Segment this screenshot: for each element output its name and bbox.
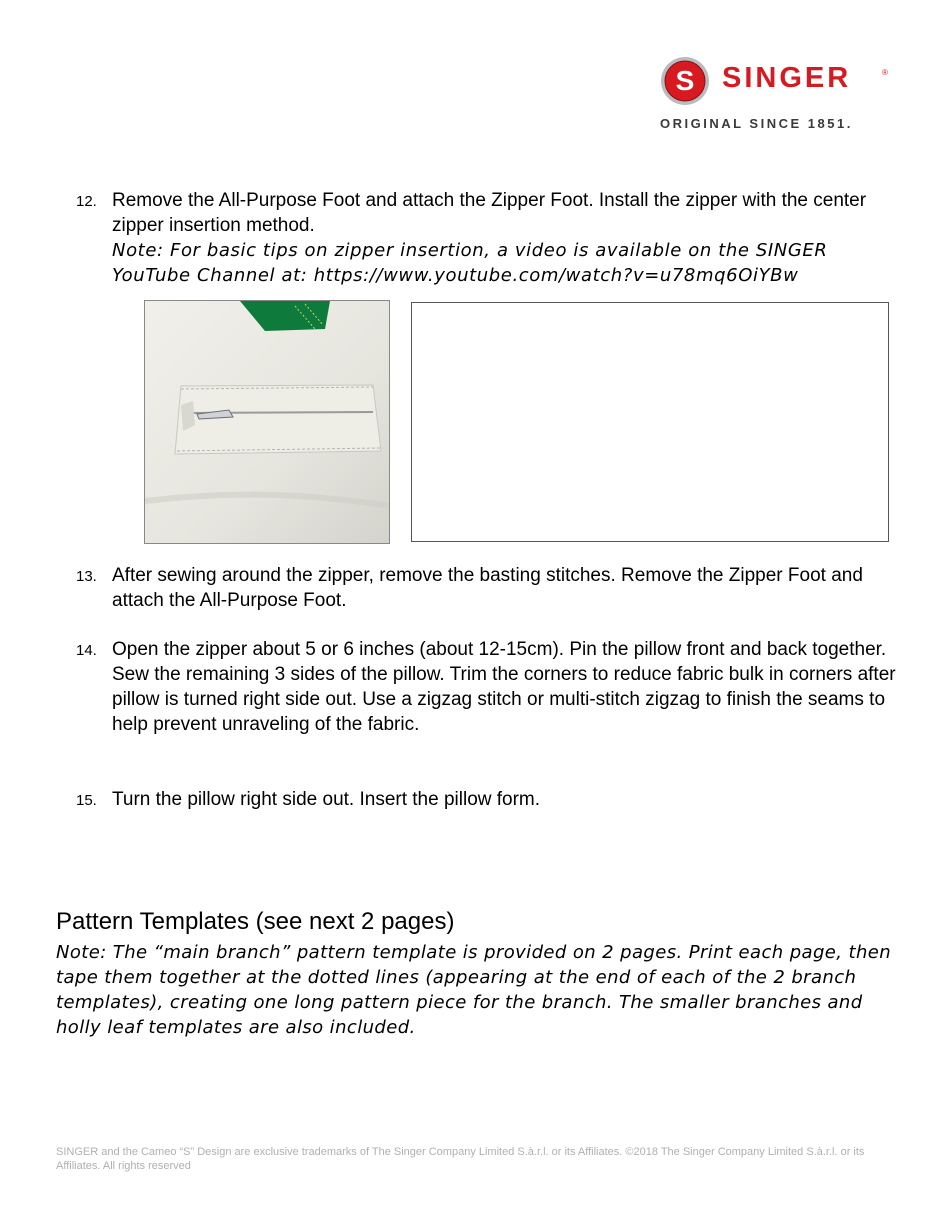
logo-tagline: ORIGINAL SINCE 1851. (660, 116, 853, 131)
logo-badge-letter: S (675, 65, 695, 96)
step-text: Turn the pillow right side out. Insert the pillow form. (112, 789, 541, 810)
logo-wordmark: SINGER (722, 62, 852, 94)
step-text: Remove the All-Purpose Foot and attach the Zipper Foot. Install the zipper with the center zipper insertion method. (112, 190, 867, 236)
zipper-photo-illustration (145, 301, 389, 543)
blank-image-placeholder (411, 302, 889, 542)
logo-registered-mark: ® (882, 68, 888, 77)
step-note: Note: For basic tips on zipper insertion, a video is available on the SINGER YouTube Channel at: https://www.youtube.com/watch?v=u78mq6OiYBw (112, 240, 828, 286)
step-text: After sewing around the zipper, remove the basting stitches. Remove the Zipper Foot and attach the All-Purpose Foot. (112, 565, 863, 611)
step-15 (76, 787, 896, 812)
step-number: 15. (76, 792, 97, 809)
section-note: Note: The “main branch” pattern template is provided on 2 pages. Print each page, then tape them together at the dotted lines (appearing at the end of each of the 2 branch templates), creating one long pattern piece for the branch. The smaller branches and holly leaf templates are also included. (56, 942, 892, 1038)
step-text: Open the zipper about 5 or 6 inches (about 12-15cm). Pin the pillow front and back together. Sew the remaining 3 sides of the pillow. Trim the corners to reduce fabric bulk in corners after pillow is turned right side out. Use a zigzag stitch or multi-stitch zigzag to finish the seams to help prevent unraveling of the fabric. (112, 639, 896, 735)
singer-logo (660, 56, 892, 134)
step-12 (76, 188, 896, 288)
step-number: 14. (76, 642, 97, 659)
step-number: 12. (76, 193, 97, 210)
step-14 (76, 637, 896, 737)
zipper-photo (144, 300, 390, 544)
section-title: Pattern Templates (see next 2 pages) (56, 908, 455, 935)
footer-trademark: SINGER and the Cameo “S” Design are exclusive trademarks of The Singer Company Limited S.à.r.l. or its Affiliates. ©2018 The Singer Company Limited S.à.r.l. or its Affiliates. All rights reserved (56, 1146, 865, 1172)
step-13 (76, 563, 896, 613)
step-number: 13. (76, 568, 97, 585)
